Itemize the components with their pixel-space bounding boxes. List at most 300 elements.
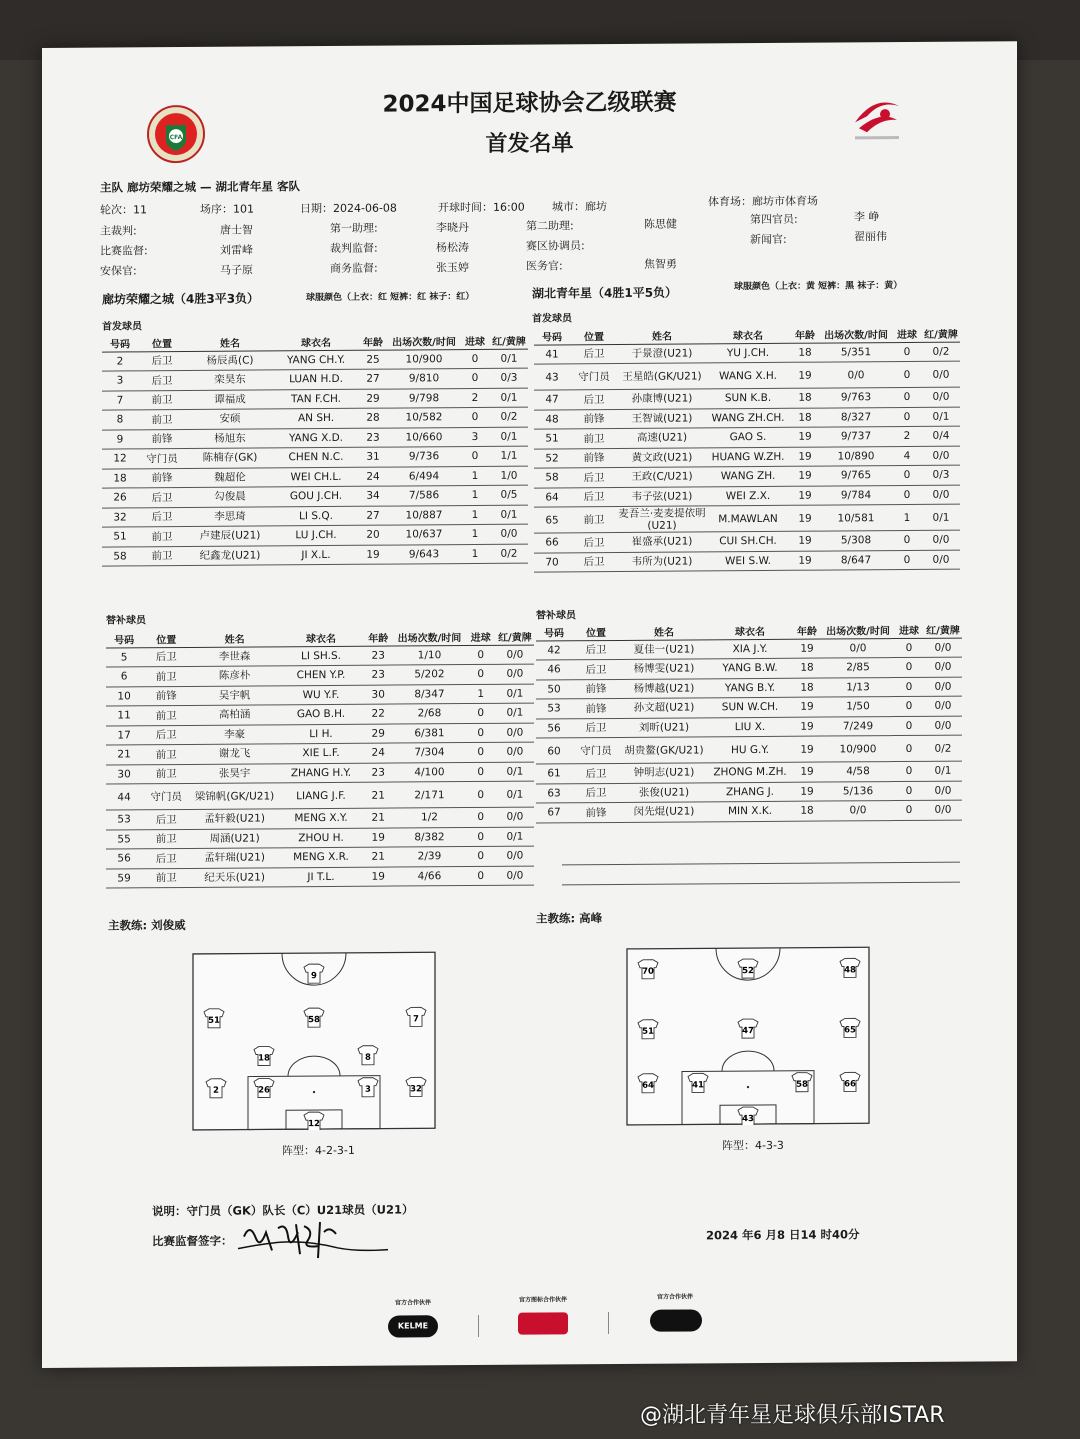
cell-name: 于景澄(U21) bbox=[618, 343, 706, 363]
cell-age: 34 bbox=[358, 486, 388, 506]
cell-position: 前卫 bbox=[570, 506, 618, 532]
away-subs-label: 替补球员 bbox=[536, 610, 576, 622]
official-label: 比赛监督: bbox=[100, 244, 148, 258]
cell-name: 韦子弦(U21) bbox=[618, 486, 706, 506]
cell-age: 19 bbox=[792, 782, 822, 802]
column-header-position: 位置 bbox=[570, 328, 618, 344]
cell-name: 杨旭东 bbox=[186, 428, 274, 448]
column-header-position: 位置 bbox=[138, 335, 186, 351]
cell-age: 19 bbox=[790, 531, 820, 551]
blank-row-line bbox=[562, 882, 960, 886]
cell-name: 黄文政(U21) bbox=[618, 447, 706, 467]
cell-cards: 0/0 bbox=[496, 807, 534, 827]
cell-name: 孟轩毅(U21) bbox=[190, 809, 278, 829]
cell-apps-minutes: 8/327 bbox=[820, 407, 892, 427]
cell-name: 卢建辰(U21) bbox=[186, 526, 274, 546]
cell-number: 44 bbox=[106, 784, 142, 810]
cell-cards: 0/0 bbox=[924, 657, 962, 677]
cell-goals: 0 bbox=[894, 781, 924, 801]
player-shirt-number: 66 bbox=[844, 1079, 856, 1090]
column-header-goals: 进球 bbox=[892, 326, 922, 342]
cell-name: 纪天乐(U21) bbox=[190, 867, 278, 887]
svg-text:CFA: CFA bbox=[169, 134, 183, 142]
cell-goals: 0 bbox=[894, 735, 924, 761]
cell-goals: 0 bbox=[894, 677, 924, 697]
home-formation: 阵型：4-2-3-1 bbox=[282, 1143, 355, 1158]
supervisor-signature-label: 比赛监督签字： bbox=[152, 1233, 233, 1249]
cell-apps-minutes: 10/900 bbox=[388, 349, 460, 369]
cell-name: 刘昕(U21) bbox=[620, 717, 708, 737]
cell-cards: 0/1 bbox=[496, 684, 534, 704]
cell-apps-minutes: 2/39 bbox=[393, 847, 465, 867]
column-header-number: 号码 bbox=[102, 335, 138, 351]
cell-name: 谭福成 bbox=[186, 389, 274, 409]
venue-label: 体育场： bbox=[708, 195, 752, 209]
match-date: 日期：2024-06-08 bbox=[300, 201, 397, 216]
cell-name: 孟轩瑞(U21) bbox=[190, 848, 278, 868]
cell-shirt-name: YANG B.W. bbox=[708, 658, 792, 678]
cell-age: 18 bbox=[792, 678, 822, 698]
blank-row-line bbox=[562, 862, 960, 866]
cell-position: 后卫 bbox=[570, 344, 618, 364]
cell-position: 前锋 bbox=[570, 409, 618, 429]
cell-goals: 2 bbox=[460, 388, 490, 408]
cell-number: 17 bbox=[106, 725, 142, 745]
home-kit-colors: 球服颜色（上衣：红 短裤：红 袜子：红） bbox=[306, 291, 475, 304]
cell-shirt-name: SUN W.CH. bbox=[708, 697, 792, 717]
cell-age: 23 bbox=[358, 428, 388, 448]
cell-apps-minutes: 4/66 bbox=[393, 866, 465, 886]
cell-cards: 0/0 bbox=[924, 638, 962, 658]
cell-cards: 0/5 bbox=[490, 485, 528, 505]
cell-shirt-name: XIA J.Y. bbox=[708, 639, 792, 659]
cell-name: 吴宇帆 bbox=[190, 685, 278, 705]
cell-apps-minutes: 10/900 bbox=[822, 736, 894, 763]
cell-age: 19 bbox=[792, 736, 822, 762]
cell-age: 19 bbox=[790, 466, 820, 486]
column-header-position: 位置 bbox=[142, 631, 190, 647]
cell-position: 前卫 bbox=[570, 428, 618, 448]
cell-number: 70 bbox=[534, 552, 570, 572]
cell-name: 王政(C/U21) bbox=[618, 467, 706, 487]
sponsor-logo-red bbox=[518, 1312, 568, 1334]
cell-apps-minutes: 2/171 bbox=[393, 782, 465, 809]
cell-age: 18 bbox=[792, 801, 822, 821]
cell-position: 前锋 bbox=[572, 698, 620, 718]
weibo-watermark: @湖北青年星足球俱乐部ISTAR bbox=[640, 1403, 945, 1428]
cell-shirt-name: SUN K.B. bbox=[706, 388, 790, 408]
cell-age: 19 bbox=[790, 427, 820, 447]
cell-position: 后卫 bbox=[572, 659, 620, 679]
cell-number: 52 bbox=[534, 448, 570, 468]
round: 轮次：11 bbox=[100, 203, 147, 217]
cell-goals: 1 bbox=[892, 504, 922, 530]
cell-cards: 0/0 bbox=[496, 742, 534, 762]
cell-number: 26 bbox=[102, 488, 138, 508]
home-subs-label: 替补球员 bbox=[106, 615, 146, 627]
column-header-shirt-name: 球衣名 bbox=[708, 623, 792, 640]
away-formation: 阵型：4-3-3 bbox=[722, 1138, 784, 1153]
player-shirt-number: 51 bbox=[208, 1015, 220, 1026]
cell-number: 42 bbox=[536, 640, 572, 660]
cell-goals: 0 bbox=[466, 866, 496, 886]
cell-apps-minutes: 8/382 bbox=[393, 827, 465, 847]
cell-position: 后卫 bbox=[142, 809, 190, 829]
column-header-goals: 进球 bbox=[466, 629, 496, 645]
cell-cards: 0/1 bbox=[490, 505, 528, 525]
cell-goals: 0 bbox=[466, 742, 496, 762]
cell-number: 50 bbox=[536, 679, 572, 699]
home-formation-pitch bbox=[192, 951, 436, 1131]
cell-goals: 0 bbox=[466, 645, 496, 665]
cell-position: 守门员 bbox=[142, 783, 190, 809]
cell-age: 24 bbox=[358, 467, 388, 487]
cell-apps-minutes: 1/2 bbox=[393, 808, 465, 828]
cell-cards: 0/0 bbox=[496, 664, 534, 684]
cell-shirt-name: CHEN N.C. bbox=[274, 447, 358, 467]
cell-number: 55 bbox=[106, 829, 142, 849]
column-header-apps-minutes: 出场次数/时间 bbox=[393, 629, 465, 646]
cell-goals: 0 bbox=[460, 407, 490, 427]
player-shirt-number: 70 bbox=[642, 966, 654, 977]
cell-position: 后卫 bbox=[570, 532, 618, 552]
cell-apps-minutes: 9/643 bbox=[388, 544, 460, 564]
cell-cards: 1/1 bbox=[490, 446, 528, 466]
column-header-number: 号码 bbox=[534, 328, 570, 344]
cell-cards: 0/0 bbox=[922, 530, 960, 550]
table-row bbox=[536, 800, 962, 822]
cell-cards: 0/1 bbox=[490, 388, 528, 408]
sponsor-caption: 官方图标合作伙伴 bbox=[518, 1296, 567, 1304]
cell-position: 后卫 bbox=[138, 351, 186, 371]
cell-shirt-name: JI T.L. bbox=[279, 867, 363, 887]
cell-name: 杨博越(U21) bbox=[620, 678, 708, 698]
cell-age: 19 bbox=[790, 362, 820, 388]
away-kit-colors: 球服颜色（上衣：黄 短裤：黑 袜子：黄） bbox=[734, 280, 903, 293]
cell-number: 5 bbox=[106, 647, 142, 667]
cell-position: 前卫 bbox=[138, 526, 186, 546]
column-header-name: 姓名 bbox=[186, 334, 274, 351]
cell-goals: 0 bbox=[892, 485, 922, 505]
cell-number: 64 bbox=[534, 487, 570, 507]
cell-cards: 0/0 bbox=[922, 550, 960, 570]
cell-apps-minutes: 6/494 bbox=[388, 466, 460, 486]
cell-shirt-name: CHEN Y.P. bbox=[279, 665, 363, 685]
column-header-cards: 红/黄牌 bbox=[922, 326, 960, 342]
cell-position: 守门员 bbox=[570, 363, 618, 389]
cell-shirt-name: M.MAWLAN bbox=[706, 505, 790, 532]
cell-name: 胡贵鳌(GK/U21) bbox=[620, 737, 708, 764]
column-header-position: 位置 bbox=[572, 624, 620, 640]
cell-cards: 0/0 bbox=[496, 846, 534, 866]
cell-goals: 0 bbox=[460, 349, 490, 369]
cell-goals: 0 bbox=[892, 387, 922, 407]
cell-apps-minutes: 2/68 bbox=[393, 704, 465, 724]
official-value: 马子原 bbox=[220, 263, 253, 277]
cell-shirt-name: YU J.CH. bbox=[706, 343, 790, 363]
column-header-age: 年龄 bbox=[790, 327, 820, 343]
table-row bbox=[534, 550, 960, 572]
cell-apps-minutes: 8/647 bbox=[820, 550, 892, 570]
cell-shirt-name: LI S.Q. bbox=[274, 506, 358, 526]
cell-shirt-name: LI H. bbox=[279, 724, 363, 744]
official-value: 翟丽伟 bbox=[854, 230, 887, 244]
cell-age: 30 bbox=[363, 685, 393, 705]
cell-shirt-name: TAN F.CH. bbox=[274, 389, 358, 409]
cell-goals: 0 bbox=[894, 638, 924, 658]
cell-position: 前锋 bbox=[138, 429, 186, 449]
cell-name: 李思琦 bbox=[186, 506, 274, 526]
cell-age: 21 bbox=[363, 808, 393, 828]
cell-age: 18 bbox=[790, 388, 820, 408]
cell-apps-minutes: 6/381 bbox=[393, 723, 465, 743]
cell-apps-minutes: 10/660 bbox=[388, 427, 460, 447]
cell-name: 孙文超(U21) bbox=[620, 698, 708, 718]
cell-number: 48 bbox=[534, 409, 570, 429]
cell-position: 前锋 bbox=[572, 679, 620, 699]
cell-position: 前锋 bbox=[142, 686, 190, 706]
sponsor-caption: 官方合作伙伴 bbox=[656, 1293, 693, 1301]
away-team-header: 湖北青年星（4胜1平5负） bbox=[532, 285, 678, 301]
cell-cards: 0/1 bbox=[922, 407, 960, 427]
cell-number: 7 bbox=[102, 390, 138, 410]
cell-goals: 1 bbox=[460, 505, 490, 525]
cell-age: 19 bbox=[792, 717, 822, 737]
cell-goals: 0 bbox=[892, 550, 922, 570]
cell-goals: 0 bbox=[892, 530, 922, 550]
column-header-shirt-name: 球衣名 bbox=[274, 334, 358, 351]
cell-goals: 0 bbox=[466, 762, 496, 782]
cell-shirt-name: LI SH.S. bbox=[279, 646, 363, 666]
cell-position: 后卫 bbox=[142, 848, 190, 868]
cell-name: 王智诚(U21) bbox=[618, 408, 706, 428]
cell-position: 后卫 bbox=[138, 370, 186, 390]
cell-goals: 4 bbox=[892, 446, 922, 466]
cell-goals: 0 bbox=[466, 781, 496, 807]
cell-goals: 1 bbox=[460, 485, 490, 505]
column-header-shirt-name: 球衣名 bbox=[279, 630, 363, 647]
cell-age: 19 bbox=[790, 486, 820, 506]
cell-age: 19 bbox=[790, 551, 820, 571]
cell-goals: 0 bbox=[892, 361, 922, 387]
cell-number: 3 bbox=[102, 371, 138, 391]
cell-shirt-name: LU J.CH. bbox=[274, 525, 358, 545]
cell-name: 陈彦朴 bbox=[190, 666, 278, 686]
cell-apps-minutes: 9/810 bbox=[388, 369, 460, 389]
cell-cards: 0/0 bbox=[924, 716, 962, 736]
player-shirt-number: 48 bbox=[844, 965, 856, 976]
cell-number: 9 bbox=[102, 429, 138, 449]
cell-shirt-name: MENG X.Y. bbox=[279, 808, 363, 828]
column-header-goals: 进球 bbox=[460, 333, 490, 349]
cell-goals: 0 bbox=[894, 696, 924, 716]
official-label: 主裁判: bbox=[100, 224, 137, 238]
cell-apps-minutes: 4/100 bbox=[393, 762, 465, 782]
cell-goals: 1 bbox=[460, 466, 490, 486]
cell-name: 夏佳一(U21) bbox=[620, 639, 708, 659]
cell-apps-minutes: 8/347 bbox=[393, 684, 465, 704]
cell-shirt-name: LUAN H.D. bbox=[274, 369, 358, 389]
cell-shirt-name: JI X.L. bbox=[274, 545, 358, 565]
player-shirt-number: 3 bbox=[365, 1084, 371, 1095]
away-formation-pitch bbox=[626, 946, 870, 1126]
cell-age: 19 bbox=[358, 545, 388, 565]
cell-cards: 0/1 bbox=[490, 427, 528, 447]
column-header-cards: 红/黄牌 bbox=[496, 629, 534, 645]
cell-cards: 0/0 bbox=[496, 866, 534, 886]
cell-position: 前卫 bbox=[138, 546, 186, 566]
cell-position: 前卫 bbox=[142, 744, 190, 764]
official-label: 商务监督: bbox=[330, 261, 378, 275]
cell-number: 63 bbox=[536, 783, 572, 803]
cell-apps-minutes: 0/0 bbox=[822, 801, 894, 821]
cell-cards: 0/1 bbox=[496, 781, 534, 807]
cell-name: 陈楠存(GK) bbox=[186, 448, 274, 468]
cell-shirt-name: HUANG W.ZH. bbox=[706, 447, 790, 467]
cell-cards: 0/0 bbox=[922, 387, 960, 407]
sponsor-kelme-logo: KELME bbox=[388, 1315, 438, 1337]
official-label: 新闻官: bbox=[750, 232, 787, 247]
cell-goals: 0 bbox=[466, 807, 496, 827]
cell-age: 19 bbox=[792, 697, 822, 717]
cell-cards: 0/0 bbox=[496, 645, 534, 665]
venue: 廊坊市体育场 bbox=[752, 194, 818, 209]
cell-shirt-name: WANG ZH. bbox=[706, 466, 790, 486]
cell-apps-minutes: 7/586 bbox=[388, 486, 460, 506]
cell-cards: 0/1 bbox=[496, 703, 534, 723]
cell-position: 前卫 bbox=[138, 409, 186, 429]
official-value: 陈思健 bbox=[644, 217, 677, 231]
table-row bbox=[106, 781, 534, 810]
player-shirt-number: 51 bbox=[642, 1026, 654, 1037]
away-starters-table bbox=[534, 326, 960, 573]
cell-age: 23 bbox=[363, 646, 393, 666]
player-shirt-number: 9 bbox=[311, 971, 317, 982]
cell-number: 21 bbox=[106, 745, 142, 765]
cell-goals: 0 bbox=[892, 465, 922, 485]
cell-age: 19 bbox=[363, 867, 393, 887]
cell-goals: 0 bbox=[894, 716, 924, 736]
column-header-apps-minutes: 出场次数/时间 bbox=[822, 622, 894, 639]
cell-age: 19 bbox=[792, 639, 822, 659]
cell-cards: 0/1 bbox=[490, 349, 528, 369]
cell-position: 守门员 bbox=[138, 448, 186, 468]
cell-number: 12 bbox=[102, 449, 138, 469]
home-subs-table bbox=[106, 629, 534, 889]
cell-age: 31 bbox=[358, 447, 388, 467]
official-label: 医务官: bbox=[526, 259, 563, 273]
cell-age: 18 bbox=[790, 408, 820, 428]
cell-position: 前卫 bbox=[142, 868, 190, 888]
cell-number: 43 bbox=[534, 364, 570, 390]
city: 城市：廊坊 bbox=[552, 200, 607, 214]
cell-shirt-name: WEI Z.X. bbox=[706, 486, 790, 506]
cell-apps-minutes: 0/0 bbox=[820, 362, 892, 389]
cell-goals: 0 bbox=[894, 800, 924, 820]
player-shirt-number: 8 bbox=[365, 1052, 371, 1063]
cell-age: 18 bbox=[790, 343, 820, 363]
cell-number: 51 bbox=[102, 527, 138, 547]
cell-shirt-name: MIN X.K. bbox=[708, 801, 792, 821]
cell-number: 56 bbox=[536, 718, 572, 738]
cell-cards: 0/0 bbox=[922, 446, 960, 466]
column-header-apps-minutes: 出场次数/时间 bbox=[820, 326, 892, 343]
cell-name: 闵先焜(U21) bbox=[620, 802, 708, 822]
official-value: 刘雷峰 bbox=[220, 243, 253, 257]
column-header-number: 号码 bbox=[536, 624, 572, 640]
cell-number: 58 bbox=[102, 546, 138, 566]
kickoff-time: 开球时间：16:00 bbox=[438, 200, 525, 215]
cell-number: 10 bbox=[106, 686, 142, 706]
lineup-sheet bbox=[42, 41, 1017, 1368]
official-label: 裁判监督: bbox=[330, 241, 378, 255]
cell-number: 46 bbox=[536, 660, 572, 680]
cell-shirt-name: WANG X.H. bbox=[706, 362, 790, 389]
cell-position: 守门员 bbox=[572, 737, 620, 763]
cell-apps-minutes: 9/784 bbox=[820, 485, 892, 505]
cell-age: 29 bbox=[363, 724, 393, 744]
player-shirt-number: 52 bbox=[742, 966, 754, 977]
cell-number: 59 bbox=[106, 868, 142, 888]
cell-number: 51 bbox=[534, 429, 570, 449]
teams-line: 主队 廊坊荣耀之城 — 湖北青年星 客队 bbox=[100, 179, 301, 195]
cell-cards: 0/0 bbox=[924, 781, 962, 801]
cell-number: 2 bbox=[102, 351, 138, 371]
cell-age: 29 bbox=[358, 389, 388, 409]
column-header-age: 年龄 bbox=[358, 334, 388, 350]
cell-goals: 0 bbox=[466, 664, 496, 684]
official-label: 第一助理: bbox=[330, 221, 378, 235]
table-row bbox=[534, 504, 960, 533]
player-shirt-number: 26 bbox=[258, 1085, 270, 1096]
cell-apps-minutes: 10/581 bbox=[820, 505, 892, 532]
cell-apps-minutes: 5/351 bbox=[820, 342, 892, 362]
away-subs-table bbox=[536, 622, 962, 823]
cell-position: 后卫 bbox=[572, 640, 620, 660]
cell-goals: 0 bbox=[894, 657, 924, 677]
cell-position: 前锋 bbox=[138, 468, 186, 488]
cell-apps-minutes: 7/249 bbox=[822, 716, 894, 736]
cell-shirt-name: ZHANG H.Y. bbox=[279, 763, 363, 783]
cell-shirt-name: LIANG J.F. bbox=[279, 782, 363, 809]
cell-name: 杨辰禹(C) bbox=[186, 350, 274, 370]
cell-name: 崔盛承(U21) bbox=[618, 532, 706, 552]
sponsor-divider bbox=[478, 1315, 479, 1337]
cell-cards: 0/0 bbox=[924, 800, 962, 820]
cell-cards: 0/2 bbox=[490, 544, 528, 564]
cell-cards: 0/1 bbox=[496, 827, 534, 847]
cell-cards: 0/0 bbox=[924, 677, 962, 697]
cell-name: 韦所为(U21) bbox=[618, 551, 706, 571]
cell-cards: 0/2 bbox=[924, 735, 962, 761]
cell-position: 前卫 bbox=[142, 764, 190, 784]
cell-apps-minutes: 2/85 bbox=[822, 658, 894, 678]
table-row bbox=[106, 866, 534, 888]
cell-number: 47 bbox=[534, 390, 570, 410]
cell-goals: 0 bbox=[892, 342, 922, 362]
cell-goals: 0 bbox=[894, 761, 924, 781]
cell-age: 27 bbox=[358, 369, 388, 389]
cell-position: 后卫 bbox=[570, 389, 618, 409]
cell-name: 孙康博(U21) bbox=[618, 389, 706, 409]
cell-age: 23 bbox=[363, 665, 393, 685]
match-number: 场序：101 bbox=[200, 202, 254, 216]
cell-goals: 0 bbox=[466, 703, 496, 723]
player-shirt-number: 65 bbox=[844, 1025, 856, 1036]
cell-name: 纪鑫龙(U21) bbox=[186, 545, 274, 565]
cell-cards: 0/2 bbox=[922, 342, 960, 362]
cell-shirt-name: GOU J.CH. bbox=[274, 486, 358, 506]
